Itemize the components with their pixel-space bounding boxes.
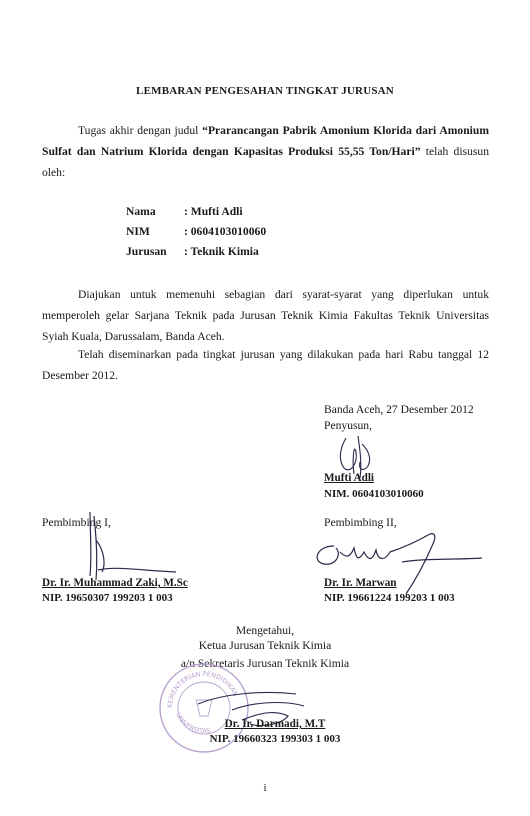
approval-nip: NIP. 19660323 199303 1 003 [209, 733, 341, 745]
student-name-value: : Mufti Adli [184, 205, 243, 218]
supervisor2-nip: NIP. 19661224 199203 1 003 [324, 592, 455, 604]
thesis-title: “Prarancangan Pabrik Amonium Klorida dari Amonium Sulfat dan Natrium Klorida dengan Kapasitas Produksi 55,55 Ton/Hari” [42, 124, 489, 158]
intro-paragraph [42, 120, 489, 183]
supervisor1-name: Dr. Ir. Muhammad Zaki, M.Sc [42, 577, 188, 589]
supervisor1-role: Pembimbing I, [42, 516, 111, 529]
approval-role: Ketua Jurusan Teknik Kimia [198, 639, 332, 652]
place-date: Banda Aceh, 27 Desember 2012 [324, 403, 474, 416]
stamp-text-bottom: UNIVERSITAS [174, 711, 212, 736]
student-name-label: Nama [126, 205, 156, 218]
student-name-row [126, 205, 243, 218]
approval-name: Dr. Ir. Darmadi, M.T [224, 718, 326, 730]
author-name: Mufti Adli [324, 472, 375, 484]
student-nim-label: NIM [126, 225, 150, 238]
stamp-text-top: KEMENTERIAN PENDIDIKAN [165, 669, 240, 709]
author-nim: NIM. 0604103010060 [324, 488, 424, 500]
intro-tail: telah disusun oleh: [42, 145, 489, 179]
intro-lead: Tugas akhir dengan judul [78, 124, 199, 137]
purpose-text: Diajukan untuk memenuhi sebagian dari syarat-syarat yang diperlukan untuk memperoleh gelar Sarjana Teknik pada Jurusan Teknik Kimia Fakultas Teknik Universitas Syiah Kuala, Darussalam, Banda Aceh. [42, 288, 489, 343]
student-nim-row [126, 225, 266, 238]
student-major-row [126, 245, 259, 258]
student-nim-value: : 0604103010060 [184, 225, 267, 238]
purpose-paragraph [42, 284, 489, 347]
student-major-label: Jurusan [126, 245, 167, 258]
supervisor1-nip: NIP. 19650307 199203 1 003 [42, 592, 173, 604]
supervisor2-name: Dr. Ir. Marwan [324, 577, 397, 589]
seminar-text: Telah diseminarkan pada tingkat jurusan yang dilakukan pada hari Rabu tanggal 12 Desember 2012. [42, 348, 489, 382]
author-role: Penyusun, [324, 419, 372, 432]
seminar-paragraph [42, 344, 489, 386]
student-major-value: : Teknik Kimia [184, 245, 259, 258]
page-title: LEMBARAN PENGESAHAN TINGKAT JURUSAN [136, 85, 394, 97]
approval-on-behalf: a/n Sekretaris Jurusan Teknik Kimia [180, 657, 350, 670]
approval-heading: Mengetahui, [235, 624, 295, 637]
page-number: i [263, 782, 267, 794]
supervisor1-signature [76, 510, 186, 582]
supervisor2-role: Pembimbing II, [324, 516, 397, 529]
supervisor2-signature [306, 528, 486, 600]
